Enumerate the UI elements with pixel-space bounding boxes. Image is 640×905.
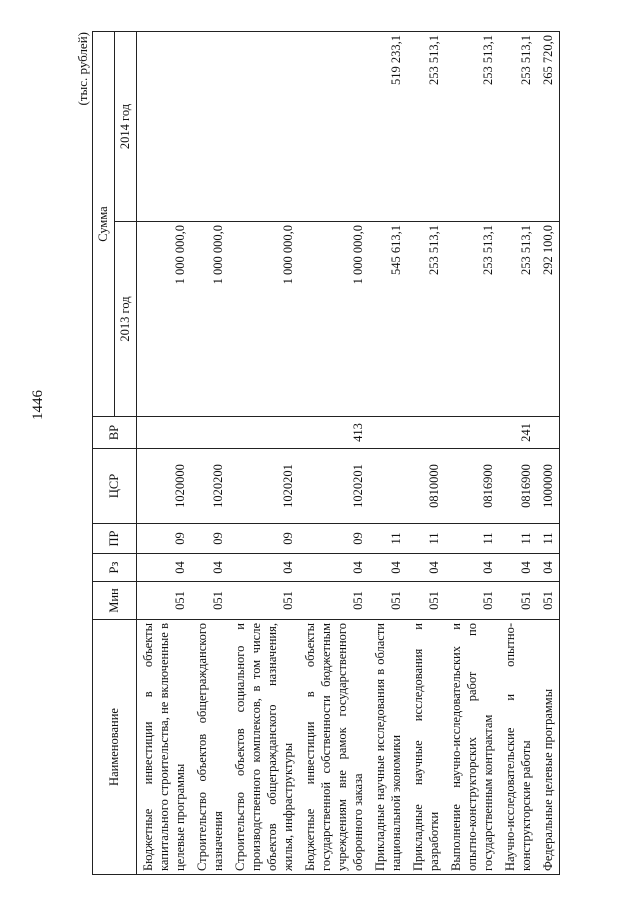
row-sum-2013: 292 100,0 [537,222,560,417]
table-row [137,32,192,875]
header-pr: ПР [93,524,137,554]
header-csr: ЦСР [93,449,137,524]
row-sum-2014: 253 513,1 [499,32,537,222]
row-sum-2013: 1 000 000,0 [191,222,229,417]
table-row [229,32,299,875]
row-vr: 413 [299,417,369,449]
row-sum-2014: 519 233,1 [369,32,407,222]
table-row [499,32,537,875]
row-rz: 04 [299,554,369,582]
row-sum-2014 [229,32,299,222]
row-sum-2013: 253 513,1 [499,222,537,417]
row-pr: 11 [369,524,407,554]
header-name: Наименование [93,620,137,875]
row-sum-2013: 1 000 000,0 [229,222,299,417]
row-name: Строительство объектов социального и производственного комплексов, в том числе объектов общегражданского назначения, жилья, инфраструктуры [229,620,299,875]
table-row [537,32,560,875]
header-sum: Сумма [93,32,115,417]
row-vr [537,417,560,449]
header-rz: Рз [93,554,137,582]
row-sum-2014: 253 513,1 [445,32,499,222]
header-year-2013: 2013 год [115,222,137,417]
row-csr [369,449,407,524]
row-pr: 11 [537,524,560,554]
row-min: 051 [229,582,299,620]
table-row [299,32,369,875]
row-pr: 11 [407,524,445,554]
row-sum-2013: 253 513,1 [407,222,445,417]
row-min: 051 [191,582,229,620]
row-sum-2013: 545 613,1 [369,222,407,417]
row-sum-2013: 253 513,1 [445,222,499,417]
row-name: Прикладные научные исследования и разработки [407,620,445,875]
row-rz: 04 [191,554,229,582]
row-csr: 1000000 [537,449,560,524]
row-pr: 09 [229,524,299,554]
budget-table [92,31,560,875]
rotated-page-content [75,30,575,875]
row-min: 051 [537,582,560,620]
row-csr: 1020200 [191,449,229,524]
row-vr [445,417,499,449]
row-vr: 241 [499,417,537,449]
row-sum-2014 [299,32,369,222]
row-sum-2014: 265 720,0 [537,32,560,222]
row-sum-2014: 253 513,1 [407,32,445,222]
row-rz: 04 [537,554,560,582]
row-sum-2014 [191,32,229,222]
row-vr [137,417,192,449]
row-sum-2013: 1 000 000,0 [137,222,192,417]
row-min: 051 [137,582,192,620]
row-rz: 04 [229,554,299,582]
header-min: Мин [93,582,137,620]
row-rz: 04 [499,554,537,582]
table-row [191,32,229,875]
row-csr: 0816900 [445,449,499,524]
row-name: Научно-исследовательские и опытно-конструкторские работы [499,620,537,875]
row-vr [369,417,407,449]
table-row [369,32,407,875]
row-name: Бюджетные инвестиции в объекты капитального строительства, не включенные в целевые программы [137,620,192,875]
row-csr: 0816900 [499,449,537,524]
row-rz: 04 [445,554,499,582]
header-year-2014: 2014 год [115,32,137,222]
row-sum-2013: 1 000 000,0 [299,222,369,417]
row-name: Федеральные целевые программы [537,620,560,875]
row-name: Бюджетные инвестиции в объекты государственной собственности бюджетным учреждениям вне рамок государственного оборонного заказа [299,620,369,875]
table-row [445,32,499,875]
row-min: 051 [299,582,369,620]
row-rz: 04 [407,554,445,582]
row-min: 051 [499,582,537,620]
row-rz: 04 [137,554,192,582]
units-label: (тыс. рублей) [75,32,90,106]
row-name: Строительство объектов общегражданского назначения [191,620,229,875]
row-csr: 1020000 [137,449,192,524]
header-vr: ВР [93,417,137,449]
row-vr [191,417,229,449]
row-csr: 1020201 [299,449,369,524]
row-min: 051 [407,582,445,620]
row-name: Выполнение научно-исследовательских и опытно-конструкторских работ по государственным контрактам [445,620,499,875]
table-row [407,32,445,875]
row-name: Прикладные научные исследования в области национальной экономики [369,620,407,875]
row-vr [407,417,445,449]
row-min: 051 [369,582,407,620]
row-pr: 09 [137,524,192,554]
row-pr: 09 [299,524,369,554]
row-pr: 09 [191,524,229,554]
row-rz: 04 [369,554,407,582]
row-csr: 0810000 [407,449,445,524]
row-pr: 11 [499,524,537,554]
row-vr [229,417,299,449]
row-sum-2014 [137,32,192,222]
row-min: 051 [445,582,499,620]
row-csr: 1020201 [229,449,299,524]
page-number: 1446 [30,390,46,420]
row-pr: 11 [445,524,499,554]
